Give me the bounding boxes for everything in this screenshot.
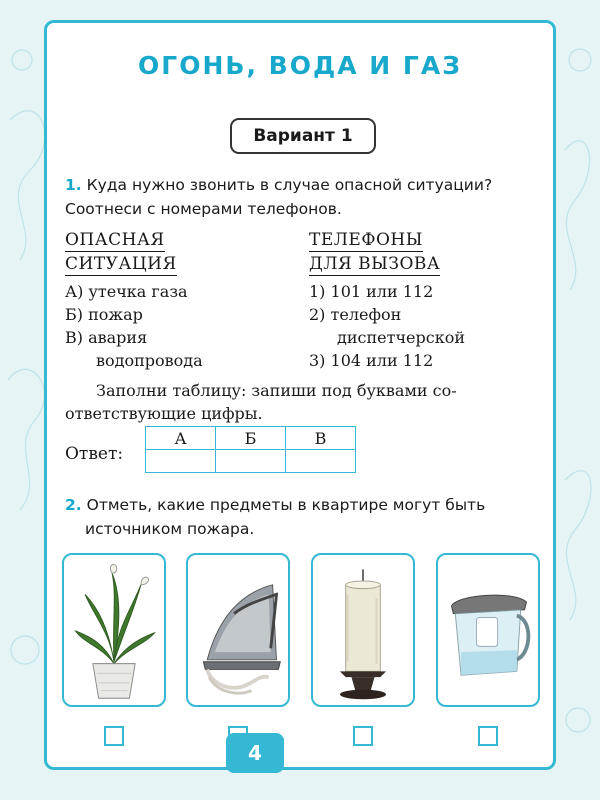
card-plant bbox=[62, 553, 166, 707]
situation-a-letter: А) bbox=[65, 282, 84, 301]
question-2-number: 2. bbox=[65, 496, 82, 514]
answer-header-a: А bbox=[146, 427, 216, 450]
checkbox-plant[interactable] bbox=[104, 726, 124, 746]
instruction-line2: ответствующие цифры. bbox=[65, 404, 263, 423]
candle-icon bbox=[313, 555, 413, 705]
phone-1 bbox=[309, 281, 433, 303]
phone-1-num: 1) bbox=[309, 282, 326, 301]
card-candle bbox=[311, 553, 415, 707]
answer-cell-a[interactable] bbox=[146, 450, 216, 473]
situation-c bbox=[65, 327, 147, 349]
card-iron bbox=[186, 553, 290, 707]
phone-2-text-line2: диспетчерской bbox=[337, 328, 466, 347]
page-title: ОГОНЬ, ВОДА И ГАЗ bbox=[138, 51, 462, 80]
phone-3 bbox=[309, 350, 433, 372]
phone-2-text-line1: телефон bbox=[330, 305, 402, 324]
answer-cell-c[interactable] bbox=[286, 450, 356, 473]
question-2-text-line2: источником пожара. bbox=[85, 520, 255, 538]
phone-3-num: 3) bbox=[309, 351, 326, 370]
houseplant-icon bbox=[64, 555, 164, 705]
left-column-header bbox=[65, 228, 177, 276]
phone-1-text: 101 или 112 bbox=[330, 282, 434, 301]
situation-b bbox=[65, 304, 143, 326]
answer-header-b: Б bbox=[216, 427, 286, 450]
card-water-filter bbox=[436, 553, 540, 707]
left-header-line2: СИТУАЦИЯ bbox=[65, 254, 177, 274]
situation-c-text-line2: водопровода bbox=[96, 351, 203, 370]
page-number: 4 bbox=[226, 733, 284, 773]
left-header-line1: ОПАСНАЯ bbox=[65, 230, 165, 250]
situation-c-text-line1: авария bbox=[88, 328, 148, 347]
situation-c-letter: В) bbox=[65, 328, 83, 347]
question-2-prompt: Отметь, какие предметы в квартире могут быть bbox=[86, 496, 486, 514]
situation-b-letter: Б) bbox=[65, 305, 83, 324]
instruction-line1: Заполни таблицу: запиши под буквами со- bbox=[96, 381, 457, 400]
worksheet-page bbox=[44, 20, 556, 770]
answer-header-c: В bbox=[286, 427, 356, 450]
situation-a-text: утечка газа bbox=[88, 282, 188, 301]
phone-3-text: 104 или 112 bbox=[330, 351, 434, 370]
variant-badge: Вариант 1 bbox=[230, 118, 376, 154]
checkbox-water-filter[interactable] bbox=[478, 726, 498, 746]
answer-table bbox=[145, 426, 356, 473]
water-filter-jug-icon bbox=[438, 555, 538, 705]
question-2-text-line1 bbox=[65, 493, 485, 517]
iron-icon bbox=[188, 555, 288, 705]
answer-label: Ответ: bbox=[65, 444, 124, 464]
right-column-header bbox=[309, 228, 440, 276]
situation-b-text: пожар bbox=[88, 305, 143, 324]
phone-2-num: 2) bbox=[309, 305, 326, 324]
question-1-text-line1 bbox=[65, 173, 492, 197]
right-header-line2: ДЛЯ ВЫЗОВА bbox=[309, 254, 441, 274]
question-1-prompt: Куда нужно звонить в случае опасной ситуации? bbox=[86, 176, 493, 194]
phone-2 bbox=[309, 304, 401, 326]
answer-cell-b[interactable] bbox=[216, 450, 286, 473]
question-1-text-line2: Соотнеси с номерами телефонов. bbox=[65, 200, 342, 218]
right-header-line1: ТЕЛЕФОНЫ bbox=[309, 230, 423, 250]
checkbox-candle[interactable] bbox=[353, 726, 373, 746]
situation-a bbox=[65, 281, 188, 303]
question-1-number: 1. bbox=[65, 176, 82, 194]
